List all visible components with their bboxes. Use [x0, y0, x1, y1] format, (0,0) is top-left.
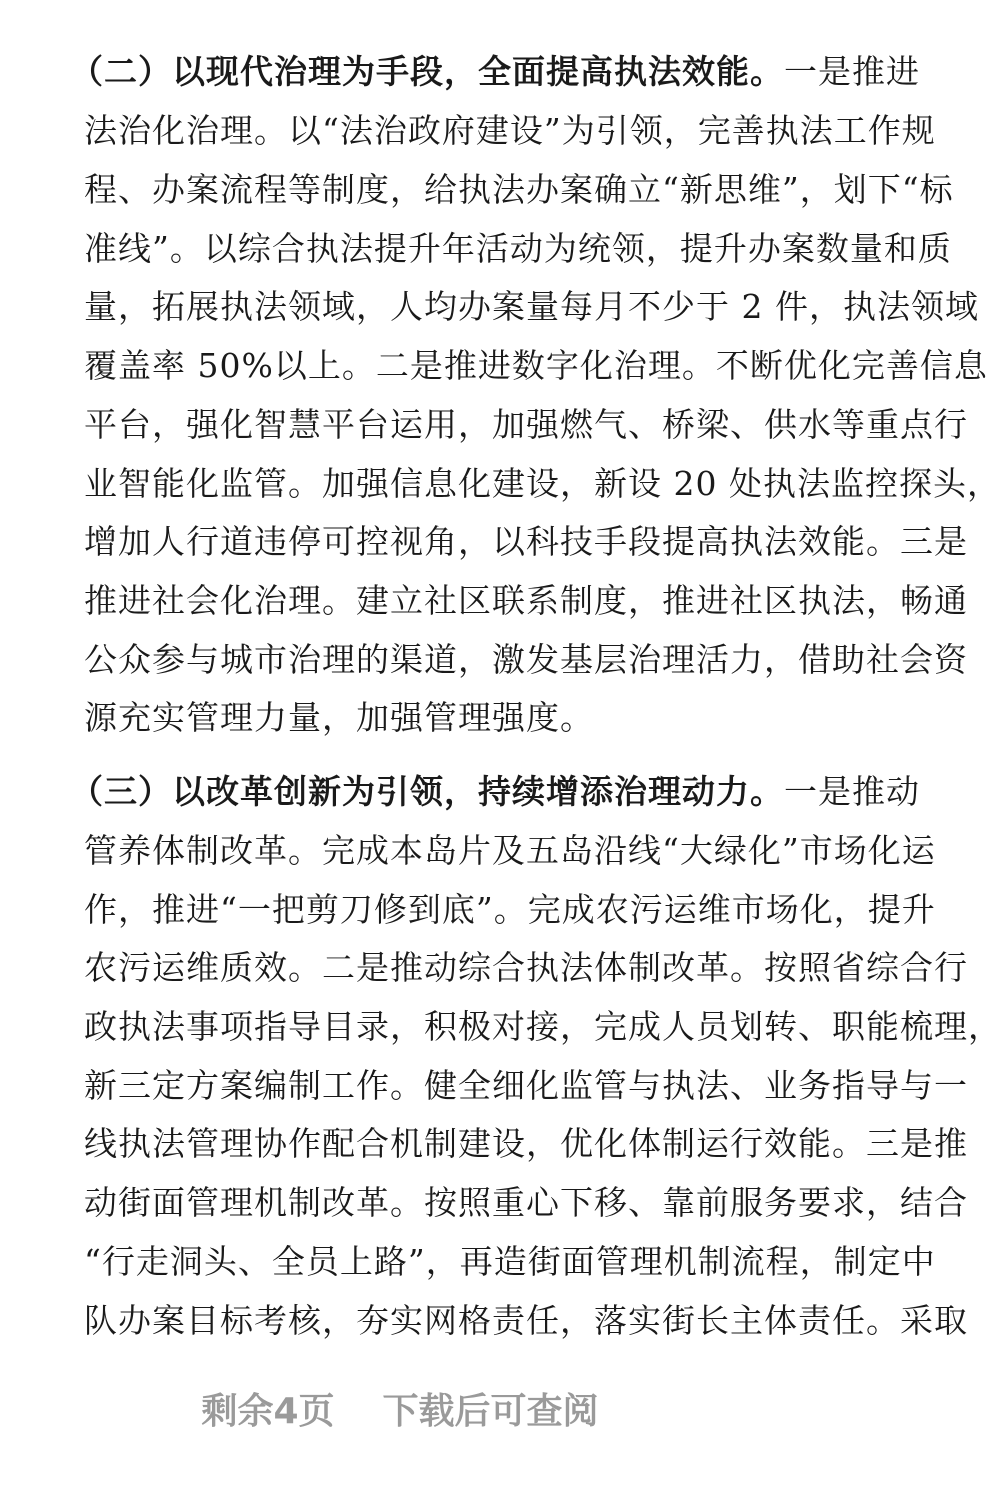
section2-heading: （二）以现代治理为手段，全面提高执法效能。: [70, 52, 784, 91]
section3-line-6: 线执法管理协作配合机制建设，优化体制运行效能。三是推: [84, 1124, 968, 1163]
download-to-view-label: 下载后可查阅: [382, 1391, 599, 1432]
section3-line-4: 政执法事项指导目录，积极对接，完成人员划转、职能梳理，: [84, 1007, 1002, 1046]
section3-line-0: 一是推动: [784, 772, 920, 811]
section3-line-7: 动街面管理机制改革。按照重心下移、靠前服务要求，结合: [84, 1183, 968, 1222]
section2-line-5: 覆盖率 50%以上。二是推进数字化治理。不断优化完善信息: [84, 346, 988, 385]
section3-line-1: 管养体制改革。完成本岛片及五岛沿线“大绿化”市场化运: [84, 831, 936, 870]
section2-line-6: 平台，强化智慧平台运用，加强燃气、桥梁、供水等重点行: [84, 405, 968, 444]
section2-line-9: 推进社会化治理。建立社区联系制度，推进社区执法，畅通: [84, 581, 968, 620]
download-prompt[interactable]: [0, 1382, 800, 1442]
section2-line-10: 公众参与城市治理的渠道，激发基层治理活力，借助社会资: [84, 640, 968, 679]
section2-line-7: 业智能化监管。加强信息化建设，新设 20 处执法监控探头，: [84, 464, 1001, 503]
section2-line-3: 准线”。以综合执法提升年活动为统领，提升办案数量和质: [84, 229, 952, 268]
section3-line-2: 作，推进“一把剪刀修到底”。完成农污运维市场化，提升: [84, 890, 936, 929]
section3-first-line: [70, 766, 920, 818]
section2-first-line: [70, 46, 920, 98]
section3-line-5: 新三定方案编制工作。健全细化监管与执法、业务指导与一: [84, 1066, 968, 1105]
section2-line-8: 增加人行道违停可控视角，以科技手段提高执法效能。三是: [84, 522, 968, 561]
section2-line-1: 法治化治理。以“法治政府建设”为引领，完善执法工作规: [84, 111, 936, 150]
remaining-pages-label: 剩余4页: [201, 1391, 335, 1432]
section3-heading: （三）以改革创新为引领，持续增添治理动力。: [70, 772, 784, 811]
section3-line-8: “行走洞头、全员上路”，再造街面管理机制流程，制定中: [84, 1242, 936, 1281]
section2-line-0: 一是推进: [784, 52, 920, 91]
section2-line-11: 源充实管理力量，加强管理强度。: [84, 698, 594, 737]
section3-line-3: 农污运维质效。二是推动综合执法体制改革。按照省综合行: [84, 948, 968, 987]
section2-line-4: 量，拓展执法领域，人均办案量每月不少于 2 件，执法领域: [84, 287, 979, 326]
section3-line-9: 队办案目标考核，夯实网格责任，落实街长主体责任。采取: [84, 1301, 968, 1340]
section2-line-2: 程、办案流程等制度，给执法办案确立“新思维”，划下“标: [84, 170, 954, 209]
